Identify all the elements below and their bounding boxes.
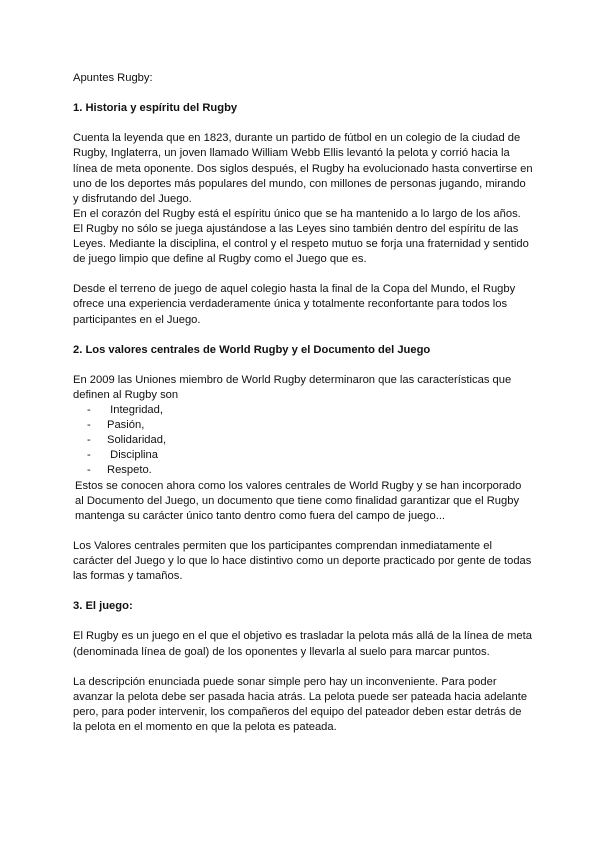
list-item [87,403,533,418]
list-dash: - [87,419,91,432]
values-intro: En 2009 las Uniones miembro de World Rugby determinaron que las características que definen al Rugby son [73,373,512,401]
list-item [87,433,533,448]
list-dash: - [87,449,91,462]
list-item [87,463,533,478]
list-item [87,418,533,433]
section-heading-values: 2. Los valores centrales de World Rugby y el Documento del Juego [73,343,431,356]
document-title: Apuntes Rugby: [73,72,153,84]
value-disciplina: Disciplina [107,449,158,462]
values-after-list: Estos se conocen ahora como los valores centrales de World Rugby y se han incorporado al Documento del Juego, un documento que tiene como finalidad garantizar que el Rugby mantenga su carácter único tanto dentro como fuera del campo de juego... [75,479,522,522]
value-respeto: Respeto. [107,464,152,477]
list-dash: - [87,434,91,447]
list-dash: - [87,464,91,477]
value-solidaridad: Solidaridad, [107,434,167,447]
game-paragraph-description: La descripción enunciada puede sonar simple pero hay un inconveniente. Para poder avanzar la pelota debe ser pasada hacia atrás. La pelota puede ser pateada hacia adelante pero, para poder intervenir, los compañeros del equipo del pateador deben estar detrás de la pelota en el momento en que la pelota es pateada. [73,675,528,734]
game-paragraph-objective: El Rugby es un juego en el que el objetivo es trasladar la pelota más allá de la línea de meta (denominada línea de goal) de los oponentes y llevarla al suelo para marcar puntos. [73,630,532,658]
history-paragraph-legend: Cuenta la leyenda que en 1823, durante un partido de fútbol en un colegio de la ciudad de Rugby, Inglaterra, un joven llamado William Webb Ellis levantó la pelota y corrió hacia la línea de meta oponente. Dos siglos después, el Rugby ha evolucionado hasta convertirse en uno de los deportes más populares del mundo, con millones de personas jugando, mirando y disfrutando del Juego. [73,132,533,205]
history-paragraph-experience: Desde el terreno de juego de aquel colegio hasta la final de la Copa del Mundo, el Rugby ofrece una experiencia verdaderamente única y totalmente reconfortante para todos los participantes en el Juego. [73,283,516,326]
value-pasion: Pasión, [107,419,145,432]
value-integridad: Integridad, [107,404,163,417]
section-heading-history: 1. Historia y espíritu del Rugby [73,102,238,115]
list-dash: - [87,404,91,417]
document-body [73,71,533,750]
core-values-list [73,403,533,478]
section-heading-game: 3. El juego: [73,600,133,613]
history-paragraph-spirit: En el corazón del Rugby está el espíritu único que se ha mantenido a lo largo de los años. El Rugby no sólo se juega ajustándose a las Leyes sino también dentro del espíritu de las Leyes. Mediante la disciplina, el control y el respeto mutuo se forja una fraternidad y sentido de juego limpio que define al Rugby como el Juego que es. [73,207,529,266]
list-item [87,448,533,463]
values-closing: Los Valores centrales permiten que los participantes comprendan inmediatamente el carácter del Juego y lo que lo hace distintivo como un deporte practicado por gente de todas las formas y tamaños. [73,539,532,583]
